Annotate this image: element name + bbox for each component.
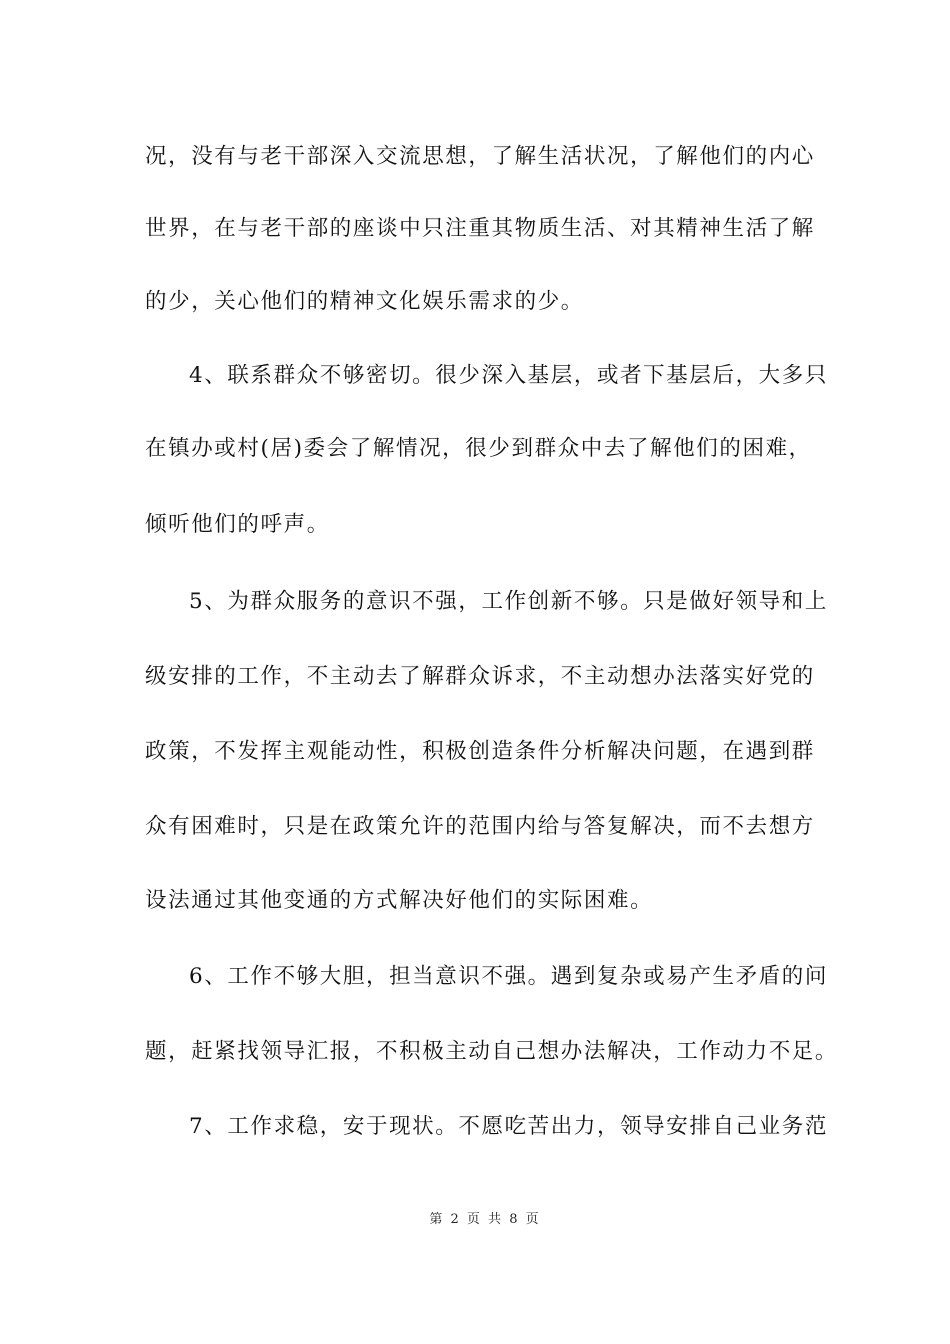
text-line: 众有困难时，只是在政策允许的范围内给与答复解决，而不去想方 <box>145 814 815 839</box>
text-line: 6、工作不够大胆，担当意识不强。遇到复杂或易产生矛盾的问 <box>189 964 828 989</box>
text-line: 在镇办或村(居)委会了解情况，很少到群众中去了解他们的困难， <box>145 436 812 461</box>
text-line: 政策，不发挥主观能动性，积极创造条件分析解决问题，在遇到群 <box>145 739 815 764</box>
text-line: 4、联系群众不够密切。很少深入基层，或者下基层后，大多只 <box>189 363 828 388</box>
text-line: 况，没有与老干部深入交流思想，了解生活状况，了解他们的内心 <box>145 144 815 169</box>
text-line: 世界，在与老干部的座谈中只注重其物质生活、对其精神生活了解 <box>145 216 815 241</box>
text-line: 级安排的工作，不主动去了解群众诉求，不主动想办法落实好党的 <box>145 664 815 689</box>
text-line: 设法通过其他变通的方式解决好他们的实际困难。 <box>145 888 654 913</box>
text-line: 7、工作求稳，安于现状。不愿吃苦出力，领导安排自己业务范 <box>189 1114 828 1139</box>
text-line: 的少，关心他们的精神文化娱乐需求的少。 <box>145 289 584 314</box>
text-line: 5、为群众服务的意识不强，工作创新不够。只是做好领导和上 <box>189 589 828 614</box>
text-line: 题，赶紧找领导汇报，不积极主动自己想办法解决，工作动力不足。 <box>145 1039 839 1064</box>
text-line: 倾听他们的呼声。 <box>145 512 330 537</box>
page-number-footer: 第 2 页 共 8 页 <box>429 1212 541 1227</box>
